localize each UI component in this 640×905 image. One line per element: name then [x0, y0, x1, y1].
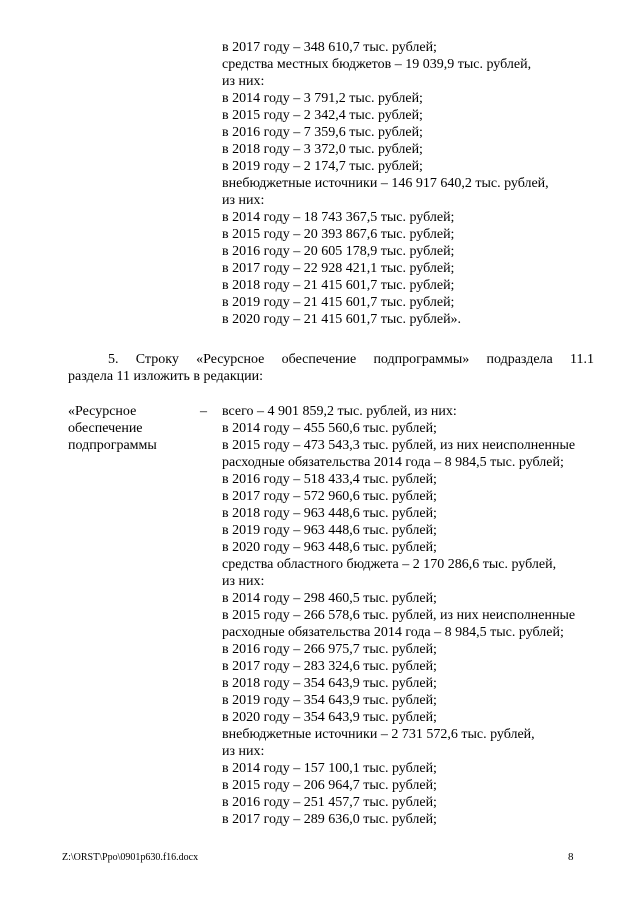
- paragraph-line: раздела 11 изложить в редакции:: [68, 369, 263, 384]
- text-line: всего – 4 901 859,2 тыс. рублей, из них:: [222, 404, 457, 419]
- label-line: обеспечение: [68, 421, 143, 436]
- text-line: в 2017 году – 572 960,6 тыс. рублей;: [222, 489, 437, 504]
- text-line: в 2018 году – 963 448,6 тыс. рублей;: [222, 506, 437, 521]
- text-line: в 2019 году – 354 643,9 тыс. рублей;: [222, 693, 437, 708]
- text-line: в 2016 году – 20 605 178,9 тыс. рублей;: [222, 244, 455, 259]
- text-line: в 2018 году – 3 372,0 тыс. рублей;: [222, 142, 423, 157]
- paragraph-line: 5. Строку «Ресурсное обеспечение подпрограммы» подраздела 11.1: [108, 352, 594, 367]
- text-line: в 2014 году – 3 791,2 тыс. рублей;: [222, 91, 423, 106]
- text-line: в 2019 году – 2 174,7 тыс. рублей;: [222, 159, 423, 174]
- text-line: в 2014 году – 157 100,1 тыс. рублей;: [222, 761, 437, 776]
- text-line: из них:: [222, 193, 265, 208]
- text-line: из них:: [222, 574, 265, 589]
- text-line: в 2020 году – 21 415 601,7 тыс. рублей».: [222, 312, 462, 327]
- text-line: в 2015 году – 206 964,7 тыс. рублей;: [222, 778, 437, 793]
- text-line: в 2018 году – 354 643,9 тыс. рублей;: [222, 676, 437, 691]
- text-line: в 2014 году – 18 743 367,5 тыс. рублей;: [222, 210, 455, 225]
- text-line: в 2019 году – 963 448,6 тыс. рублей;: [222, 523, 437, 538]
- text-line: в 2020 году – 963 448,6 тыс. рублей;: [222, 540, 437, 555]
- text-line: в 2015 году – 473 543,3 тыс. рублей, из них неисполненные: [222, 438, 576, 453]
- text-line: в 2017 году – 283 324,6 тыс. рублей;: [222, 659, 437, 674]
- text-line: средства местных бюджетов – 19 039,9 тыс. рублей,: [222, 57, 532, 72]
- label-line: «Ресурсное: [68, 404, 137, 419]
- text-line: расходные обязательства 2014 года – 8 984,5 тыс. рублей;: [222, 625, 564, 640]
- page-number: 8: [568, 851, 574, 863]
- text-line: средства областного бюджета – 2 170 286,6 тыс. рублей,: [222, 557, 557, 572]
- text-line: из них:: [222, 74, 265, 89]
- text-line: в 2014 году – 298 460,5 тыс. рублей;: [222, 591, 437, 606]
- file-path-footer: Z:\ORST\Ppo\0901p630.f16.docx: [62, 852, 199, 863]
- text-line: в 2017 году – 22 928 421,1 тыс. рублей;: [222, 261, 455, 276]
- text-line: расходные обязательства 2014 года – 8 984,5 тыс. рублей;: [222, 455, 564, 470]
- label-line: подпрограммы: [68, 438, 157, 453]
- text-line: в 2017 году – 348 610,7 тыс. рублей;: [222, 40, 437, 55]
- text-line: в 2015 году – 20 393 867,6 тыс. рублей;: [222, 227, 455, 242]
- text-line: в 2016 году – 7 359,6 тыс. рублей;: [222, 125, 423, 140]
- text-line: в 2020 году – 354 643,9 тыс. рублей;: [222, 710, 437, 725]
- text-line: в 2016 году – 251 457,7 тыс. рублей;: [222, 795, 437, 810]
- amendment-paragraph: [68, 351, 594, 385]
- row-dash: –: [200, 404, 207, 419]
- text-line: в 2018 году – 21 415 601,7 тыс. рублей;: [222, 278, 455, 293]
- text-line: в 2019 году – 21 415 601,7 тыс. рублей;: [222, 295, 455, 310]
- text-line: в 2016 году – 518 433,4 тыс. рублей;: [222, 472, 437, 487]
- text-line: внебюджетные источники – 2 731 572,6 тыс. рублей,: [222, 727, 535, 742]
- text-line: в 2017 году – 289 636,0 тыс. рублей;: [222, 812, 437, 827]
- text-line: в 2015 году – 266 578,6 тыс. рублей, из них неисполненные: [222, 608, 576, 623]
- text-line: в 2015 году – 2 342,4 тыс. рублей;: [222, 108, 423, 123]
- text-line: в 2014 году – 455 560,6 тыс. рублей;: [222, 421, 437, 436]
- text-line: внебюджетные источники – 146 917 640,2 тыс. рублей,: [222, 176, 549, 191]
- text-line: из них:: [222, 744, 265, 759]
- text-line: в 2016 году – 266 975,7 тыс. рублей;: [222, 642, 437, 657]
